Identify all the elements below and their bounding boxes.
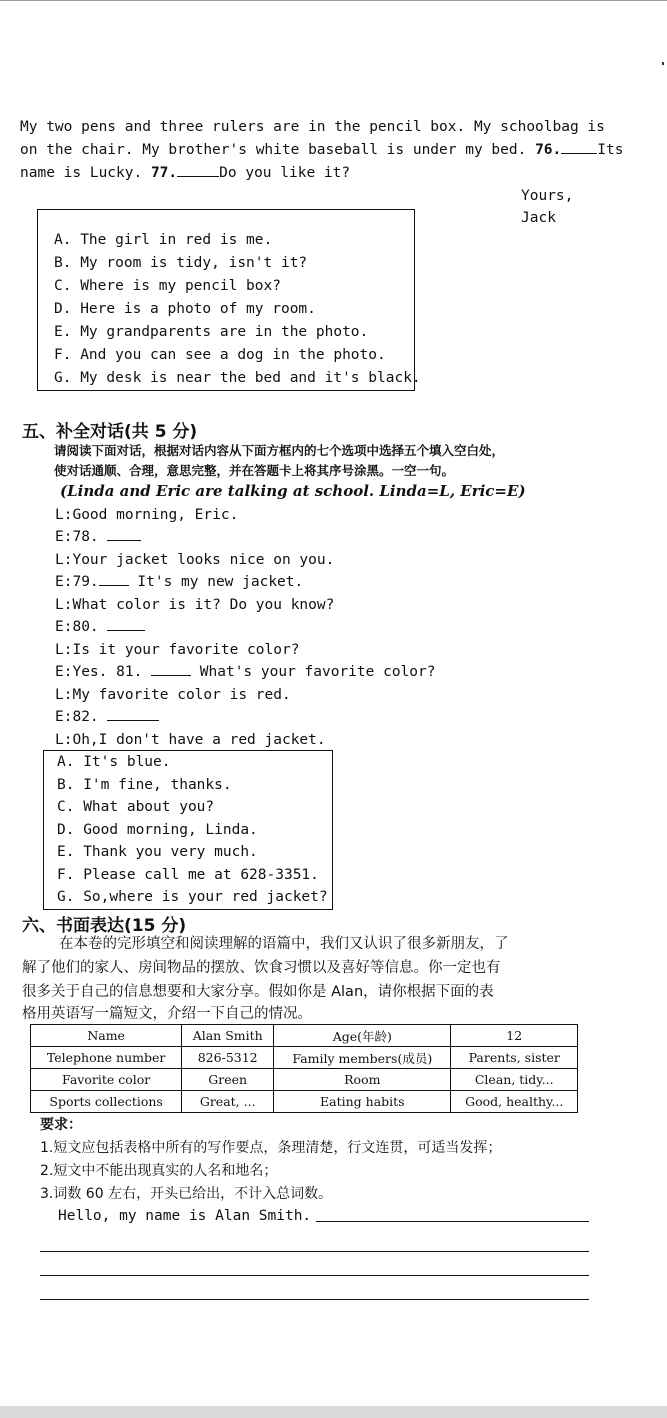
table-cell: 826-5312 <box>182 1047 274 1069</box>
section-5-heading: 五、补全对话(共 5 分) <box>22 422 198 442</box>
table-cell: 12 <box>451 1025 578 1047</box>
table-cell: Eating habits <box>274 1091 451 1113</box>
dialog-line-1: L:Good morning, Eric. <box>55 507 239 523</box>
writing-line-3[interactable] <box>40 1275 589 1276</box>
answer-blank-76[interactable] <box>561 140 597 154</box>
dialog-option-b: B. I'm fine, thanks. <box>57 777 232 793</box>
letter-signature: Jack <box>521 210 556 226</box>
dialog-option-e: E. Thank you very much. <box>57 844 258 860</box>
dialog-option-c: C. What about you? <box>57 799 215 815</box>
answer-blank-80[interactable] <box>107 617 145 631</box>
dialog-option-g: G. So,where is your red jacket? <box>57 889 328 905</box>
answer-blank-82[interactable] <box>107 707 159 721</box>
dialog-line-7: L:Is it your favorite color? <box>55 642 300 658</box>
writing-prompt-line-1: 在本卷的完形填空和阅读理解的语篇中，我们又认识了很多新朋友，了 <box>59 936 509 952</box>
table-row <box>31 1047 578 1069</box>
table-row <box>31 1025 578 1047</box>
writing-prompt-line-2: 解了他们的家人、房间物品的摆放、饮食习惯以及喜好等信息。你一定也有 <box>22 960 501 976</box>
table-row <box>31 1069 578 1091</box>
writing-line-2[interactable] <box>40 1251 589 1252</box>
section-6-heading: 六、书面表达(15 分) <box>22 916 187 936</box>
info-table <box>30 1024 578 1113</box>
writing-opening: Hello, my name is Alan Smith. <box>58 1208 312 1224</box>
dialog-option-d: D. Good morning, Linda. <box>57 822 258 838</box>
answer-blank-78[interactable] <box>107 527 141 541</box>
option-f: F. And you can see a dog in the photo. <box>54 347 386 363</box>
table-cell: Telephone number <box>31 1047 182 1069</box>
option-c: C. Where is my pencil box? <box>54 278 281 294</box>
table-cell: Green <box>182 1069 274 1091</box>
dialog-line-3: L:Your jacket looks nice on you. <box>55 552 335 568</box>
letter-line-1: My two pens and three rulers are in the pencil box. My schoolbag is <box>20 119 605 135</box>
section-5-instruction-2: 使对话通顺、合理，意思完整，并在答题卡上将其序号涂黑。一空一句。 <box>54 463 455 478</box>
option-d: D. Here is a photo of my room. <box>54 301 316 317</box>
table-cell: Sports collections <box>31 1091 182 1113</box>
writing-prompt-line-4: 格用英语写一篇短文，介绍一下自己的情况。 <box>22 1006 312 1022</box>
table-cell: Favorite color <box>31 1069 182 1091</box>
table-cell: Age(年龄) <box>274 1025 451 1047</box>
dialog-line-9: L:My favorite color is red. <box>55 687 291 703</box>
table-cell: Great, ... <box>182 1091 274 1113</box>
table-cell: Room <box>274 1069 451 1091</box>
requirement-3: 3.词数 60 左右，开头已给出，不计入总词数。 <box>40 1186 333 1202</box>
answer-blank-77[interactable] <box>177 163 219 177</box>
dialog-line-4: E:79. It's my new jacket. <box>55 574 304 590</box>
dialog-option-a: A. It's blue. <box>57 754 171 770</box>
dialog-line-6: E:80. <box>55 617 145 637</box>
dialog-option-f: F. Please call me at 628-3351. <box>57 867 319 883</box>
dialog-line-8: E:Yes. 81. What's your favorite color? <box>55 664 436 680</box>
requirements-title: 要求： <box>40 1117 82 1133</box>
table-cell: Alan Smith <box>182 1025 274 1047</box>
dialog-line-2: E:78. <box>55 527 141 547</box>
writing-prompt-line-3: 很多关于自己的信息想要和大家分享。假如你是 Alan，请你根据下面的表 <box>22 984 494 1000</box>
dialog-line-10: E:82. <box>55 707 159 727</box>
table-cell: Parents, sister <box>451 1047 578 1069</box>
writing-line-4[interactable] <box>40 1299 589 1300</box>
option-e: E. My grandparents are in the photo. <box>54 324 369 340</box>
dialog-line-5: L:What color is it? Do you know? <box>55 597 335 613</box>
writing-line-1[interactable] <box>316 1221 589 1222</box>
letter-closing: Yours, <box>521 188 574 204</box>
letter-line-2: on the chair. My brother's white baseball is under my bed. 76. Its <box>20 142 624 158</box>
table-cell: Clean, tidy... <box>451 1069 578 1091</box>
requirement-2: 2.短文中不能出现真实的人名和地名； <box>40 1163 278 1179</box>
answer-blank-79[interactable] <box>99 572 129 586</box>
table-row <box>31 1091 578 1113</box>
dialog-line-11: L:Oh,I don't have a red jacket. <box>55 732 326 748</box>
dialog-context: (Linda and Eric are talking at school. Linda=L, Eric=E) <box>60 482 526 500</box>
answer-blank-81[interactable] <box>151 662 191 676</box>
option-g: G. My desk is near the bed and it's black. <box>54 370 421 386</box>
question-76-number: 76. <box>535 142 562 158</box>
table-cell: Name <box>31 1025 182 1047</box>
letter-line-3: name is Lucky. 77. Do you like it? <box>20 165 351 181</box>
section-5-instruction-1: 请阅读下面对话，根据对话内容从下面方框内的七个选项中选择五个填入空白处， <box>54 443 505 458</box>
option-b: B. My room is tidy, isn't it? <box>54 255 308 271</box>
requirement-1: 1.短文应包括表格中所有的写作要点，条理清楚，行文连贯，可适当发挥； <box>40 1140 502 1156</box>
option-a: A. The girl in red is me. <box>54 232 273 248</box>
table-cell: Good, healthy... <box>451 1091 578 1113</box>
bottom-bar <box>0 1406 667 1418</box>
question-77-number: 77. <box>150 165 178 181</box>
speck <box>662 62 664 65</box>
top-border <box>0 0 667 1</box>
table-cell: Family members(成员) <box>274 1047 451 1069</box>
